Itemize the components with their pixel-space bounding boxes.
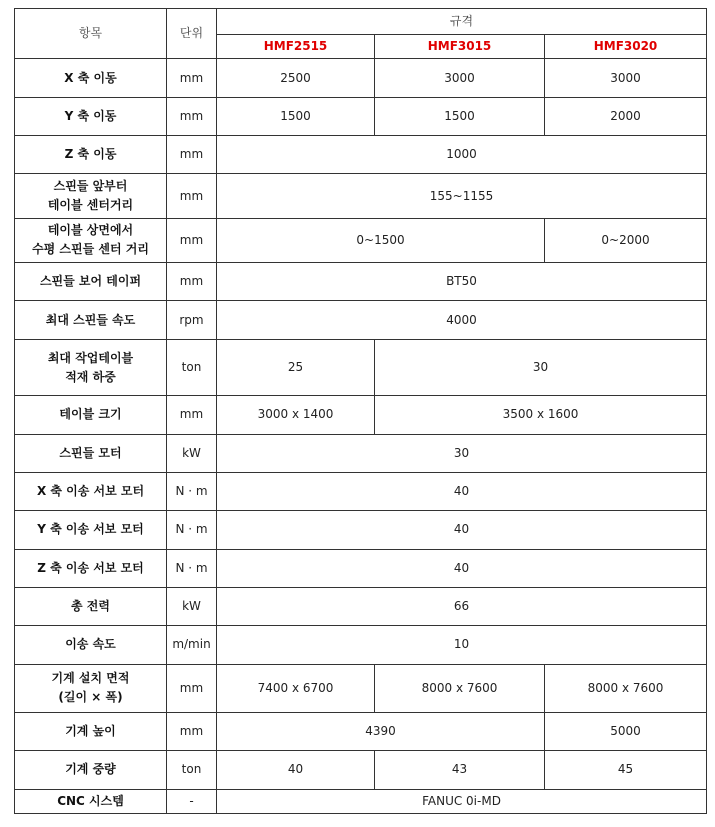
spec-value-cell: 30 — [375, 339, 707, 395]
spec-row — [15, 511, 707, 549]
item-label-line: 최대 작업테이블 — [47, 350, 134, 365]
spec-value-cell: 2000 — [545, 97, 707, 135]
row-unit: mm — [167, 263, 217, 301]
row-unit: mm — [167, 174, 217, 218]
spec-row — [15, 751, 707, 789]
header-spec: 규격 — [217, 9, 707, 35]
spec-row — [15, 136, 707, 174]
spec-value-cell: 40 — [217, 472, 707, 510]
spec-value-cell: 8000 x 7600 — [545, 664, 707, 712]
spec-value-cell: FANUC 0i-MD — [217, 789, 707, 813]
item-label-line: 기계 높이 — [65, 724, 116, 739]
spec-value-cell: 4000 — [217, 301, 707, 339]
item-label-line: 스핀들 보어 테이퍼 — [39, 274, 142, 289]
item-label-line: 적재 하중 — [65, 369, 116, 384]
spec-value-cell: 4390 — [217, 713, 545, 751]
row-item-label — [15, 136, 167, 174]
item-label-line: Y 축 이동 — [64, 108, 117, 123]
spec-row — [15, 434, 707, 472]
spec-row — [15, 218, 707, 262]
spec-value-cell: 1500 — [375, 97, 545, 135]
model-hmf3015: HMF3015 — [375, 35, 545, 59]
row-item-label — [15, 434, 167, 472]
item-label-line: 총 전력 — [71, 599, 110, 614]
row-unit: mm — [167, 97, 217, 135]
row-unit: N · m — [167, 549, 217, 587]
item-label-line: 테이블 크기 — [59, 407, 122, 422]
item-label-line: 수평 스핀들 센터 거리 — [32, 242, 149, 257]
row-item-label — [15, 263, 167, 301]
item-label-line: Z 축 이동 — [64, 147, 117, 162]
row-unit: - — [167, 789, 217, 813]
spec-value-cell: 2500 — [217, 59, 375, 97]
spec-row — [15, 396, 707, 434]
row-item-label — [15, 751, 167, 789]
item-label-line: CNC 시스템 — [57, 793, 124, 808]
model-hmf2515: HMF2515 — [217, 35, 375, 59]
item-label-line: 스핀들 앞부터 — [53, 179, 128, 194]
spec-value-cell: 0~2000 — [545, 218, 707, 262]
spec-row — [15, 587, 707, 625]
header-unit: 단위 — [167, 9, 217, 59]
row-unit: N · m — [167, 472, 217, 510]
spec-row — [15, 789, 707, 813]
row-item-label — [15, 339, 167, 395]
spec-value-cell: BT50 — [217, 263, 707, 301]
row-unit: mm — [167, 396, 217, 434]
header-row — [15, 9, 707, 35]
spec-value-cell: 155~1155 — [217, 174, 707, 218]
item-label-line: Z 축 이송 서보 모터 — [37, 560, 144, 575]
item-label-line: (길이 × 폭) — [58, 690, 123, 705]
row-item-label — [15, 587, 167, 625]
spec-table — [14, 8, 707, 814]
spec-value-cell: 3000 — [545, 59, 707, 97]
spec-value-cell: 25 — [217, 339, 375, 395]
row-unit: mm — [167, 136, 217, 174]
spec-value-cell: 1000 — [217, 136, 707, 174]
row-unit: ton — [167, 751, 217, 789]
spec-row — [15, 59, 707, 97]
spec-value-cell: 5000 — [545, 713, 707, 751]
row-unit: ton — [167, 339, 217, 395]
row-item-label — [15, 218, 167, 262]
row-item-label — [15, 59, 167, 97]
row-unit: m/min — [167, 626, 217, 664]
row-unit: kW — [167, 587, 217, 625]
item-label-line: X 축 이송 서보 모터 — [36, 484, 145, 499]
row-unit: mm — [167, 218, 217, 262]
item-label-line: 기계 중량 — [65, 762, 116, 777]
row-item-label — [15, 97, 167, 135]
spec-value-cell: 8000 x 7600 — [375, 664, 545, 712]
header-item: 항목 — [15, 9, 167, 59]
item-label-line: 이송 속도 — [65, 637, 116, 652]
spec-value-cell: 1500 — [217, 97, 375, 135]
spec-value-cell: 7400 x 6700 — [217, 664, 375, 712]
row-item-label — [15, 511, 167, 549]
row-item-label — [15, 713, 167, 751]
row-item-label — [15, 789, 167, 813]
row-item-label — [15, 664, 167, 712]
row-unit: kW — [167, 434, 217, 472]
row-item-label — [15, 626, 167, 664]
row-item-label — [15, 549, 167, 587]
item-label-line: 기계 설치 면적 — [51, 671, 130, 686]
row-unit: mm — [167, 664, 217, 712]
spec-value-cell: 40 — [217, 751, 375, 789]
spec-row — [15, 626, 707, 664]
row-unit: rpm — [167, 301, 217, 339]
spec-row — [15, 549, 707, 587]
item-label-line: 테이블 센터거리 — [47, 198, 134, 213]
row-item-label — [15, 174, 167, 218]
spec-row — [15, 263, 707, 301]
item-label-line: 테이블 상면에서 — [47, 223, 134, 238]
spec-value-cell: 45 — [545, 751, 707, 789]
item-label-line: 스핀들 모터 — [59, 445, 122, 460]
spec-row — [15, 339, 707, 395]
spec-row — [15, 97, 707, 135]
spec-value-cell: 66 — [217, 587, 707, 625]
model-hmf3020: HMF3020 — [545, 35, 707, 59]
spec-value-cell: 40 — [217, 511, 707, 549]
spec-value-cell: 10 — [217, 626, 707, 664]
item-label-line: Y 축 이송 서보 모터 — [37, 522, 144, 537]
spec-value-cell: 30 — [217, 434, 707, 472]
item-label-line: 최대 스핀들 속도 — [45, 312, 136, 327]
spec-value-cell: 3500 x 1600 — [375, 396, 707, 434]
spec-row — [15, 664, 707, 712]
spec-value-cell: 3000 — [375, 59, 545, 97]
item-label-line: X 축 이동 — [64, 70, 117, 85]
spec-value-cell: 40 — [217, 549, 707, 587]
spec-value-cell: 43 — [375, 751, 545, 789]
row-item-label — [15, 301, 167, 339]
row-unit: mm — [167, 59, 217, 97]
row-item-label — [15, 396, 167, 434]
spec-row — [15, 472, 707, 510]
spec-row — [15, 301, 707, 339]
spec-row — [15, 713, 707, 751]
spec-value-cell: 3000 x 1400 — [217, 396, 375, 434]
row-unit: N · m — [167, 511, 217, 549]
spec-value-cell: 0~1500 — [217, 218, 545, 262]
spec-row — [15, 174, 707, 218]
row-item-label — [15, 472, 167, 510]
row-unit: mm — [167, 713, 217, 751]
